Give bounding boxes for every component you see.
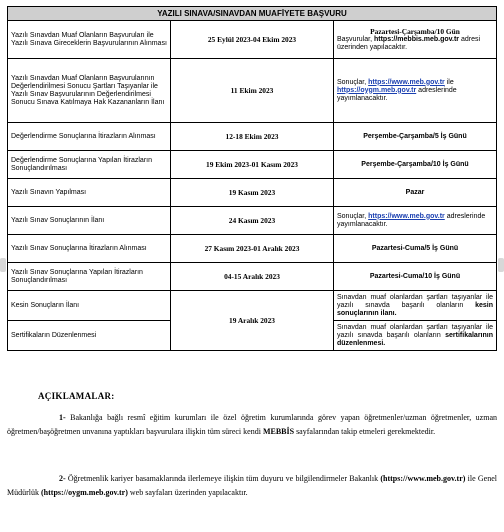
explanation-paragraph-2 (7, 472, 497, 500)
table-row (8, 123, 497, 151)
paragraph-text: ile Genel Müdürlük (7, 474, 497, 497)
paragraph-text: Bakanlığa bağlı resmî eğitim kurumları ile özel öğretim kurumlarında görev yapan öğretmenler/uzman öğretmenler, uzman öğretmen/başöğretmen unvanına yaptıkları başvurulara ilişkin tüm süreci kendi (7, 413, 498, 436)
row-note (334, 321, 497, 351)
prev-page-handle[interactable] (0, 258, 6, 272)
row-label: Yazılı Sınavın Yapılması (8, 179, 171, 207)
meb-link[interactable]: https://www.meb.gov.tr (368, 78, 445, 86)
row-date: 12-18 Ekim 2023 (171, 123, 334, 151)
note-text: adreslerinde yayımlanacaktır. (337, 86, 457, 102)
row-note: Perşembe-Çarşamba/10 İş Günü (334, 151, 497, 179)
row-label: Yazılı Sınavdan Muaf Olanların Başvurularının Değerlendirilmesi Sonucu Şartları Taşıyanlar ile Yazılı Sınav Başvurularının Değerlendirilmesi Sonucu Sınava Katılmaya Hak Kazananların İlanı (8, 59, 171, 123)
note-text: Başvurular, (337, 35, 373, 43)
row-date: 24 Kasım 2023 (171, 207, 334, 235)
row-date: 25 Eylül 2023-04 Ekim 2023 (171, 21, 334, 59)
explanation-paragraph-1 (7, 411, 497, 439)
note-bold: kesin sonuçlarının ilanı. (337, 301, 493, 317)
row-note (334, 21, 497, 59)
table-row (8, 59, 497, 123)
table-row (8, 179, 497, 207)
row-note (334, 291, 497, 321)
table-row (8, 21, 497, 59)
row-label: Yazılı Sınav Sonuçlarının İlanı (8, 207, 171, 235)
row-label: Sertifikaların Düzenlenmesi (8, 321, 171, 351)
note-text: Sınavdan muaf olanlardan şartları taşıyanlar ile yazılı sınavda başarılı olanların (337, 323, 493, 339)
row-date: 19 Aralık 2023 (171, 291, 334, 351)
row-note: Pazar (334, 179, 497, 207)
meb-link[interactable]: https://www.meb.gov.tr (368, 212, 445, 220)
row-label: Kesin Sonuçların İlanı (8, 291, 171, 321)
note-text: Sınavdan muaf olanlardan şartları taşıyanlar ile yazılı sınavda başarılı olanların (337, 293, 493, 309)
note-text: adresi üzerinden yapılacaktır. (337, 35, 481, 51)
row-note: Pazartesi-Cuma/10 İş Günü (334, 263, 497, 291)
row-date: 19 Ekim 2023-01 Kasım 2023 (171, 151, 334, 179)
oygm-url[interactable]: (https://oygm.meb.gov.tr) (41, 488, 128, 497)
row-label: Yazılı Sınav Sonuçlarına İtirazların Alınması (8, 235, 171, 263)
table-row (8, 291, 497, 321)
paragraph-text: Öğretmenlik kariyer basamaklarında ilerlemeye ilişkin tüm duyuru ve bilgilendirmeler Bakanlık (67, 474, 379, 483)
table-title: YAZILI SINAVA/SINAVDAN MUAFİYETE BAŞVURU (8, 7, 497, 21)
row-label: Yazılı Sınav Sonuçlarına Yapılan İtirazların Sonuçlandırılması (8, 263, 171, 291)
schedule-table (7, 6, 497, 351)
table-row (8, 151, 497, 179)
paragraph-bold: MEBBİS (262, 427, 295, 436)
row-note (334, 207, 497, 235)
oygm-link[interactable]: https://oygm.meb.gov.tr (337, 86, 417, 94)
row-note: Pazartesi-Cuma/5 İş Günü (334, 235, 497, 263)
note-days: Pazartesi-Çarşamba/10 Gün (370, 26, 460, 36)
row-note: Perşembe-Çarşamba/5 İş Günü (334, 123, 497, 151)
note-text: ile (446, 78, 454, 86)
row-note (334, 59, 497, 123)
row-date: 04-15 Aralık 2023 (171, 263, 334, 291)
row-date: 11 Ekim 2023 (171, 59, 334, 123)
row-label: Yazılı Sınavdan Muaf Olanların Başvuruları ile Yazılı Sınava Gireceklerin Başvurularının Alınması (8, 21, 171, 59)
row-date: 27 Kasım 2023-01 Aralık 2023 (171, 235, 334, 263)
paragraph-number: 2- (59, 474, 66, 483)
row-label: Değerlendirme Sonuçlarına Yapılan İtirazların Sonuçlandırılması (8, 151, 171, 179)
next-page-handle[interactable] (498, 258, 504, 272)
meb-url[interactable]: (https://www.meb.gov.tr) (380, 474, 466, 483)
note-text: adreslerinde yayımlanacaktır. (337, 212, 486, 228)
note-text: Sonuçlar, (337, 78, 367, 86)
paragraph-number: 1- (59, 413, 66, 422)
table-row (8, 263, 497, 291)
table-row (8, 207, 497, 235)
mebbis-link[interactable]: https://mebbis.meb.gov.tr (373, 35, 460, 43)
row-label: Değerlendirme Sonuçlarına İtirazların Alınması (8, 123, 171, 151)
note-text: Sonuçlar, (337, 212, 367, 220)
paragraph-text: web sayfaları üzerinden yapılacaktır. (129, 488, 248, 497)
explanations-title: AÇIKLAMALAR: (38, 391, 115, 401)
paragraph-text: sayfalarından takip etmeleri gerekmektedir. (296, 427, 436, 436)
note-bold: sertifikalarının düzenlenmesi. (337, 331, 493, 347)
table-header-row (8, 7, 497, 21)
schedule-document (7, 6, 497, 351)
table-row (8, 235, 497, 263)
row-date: 19 Kasım 2023 (171, 179, 334, 207)
